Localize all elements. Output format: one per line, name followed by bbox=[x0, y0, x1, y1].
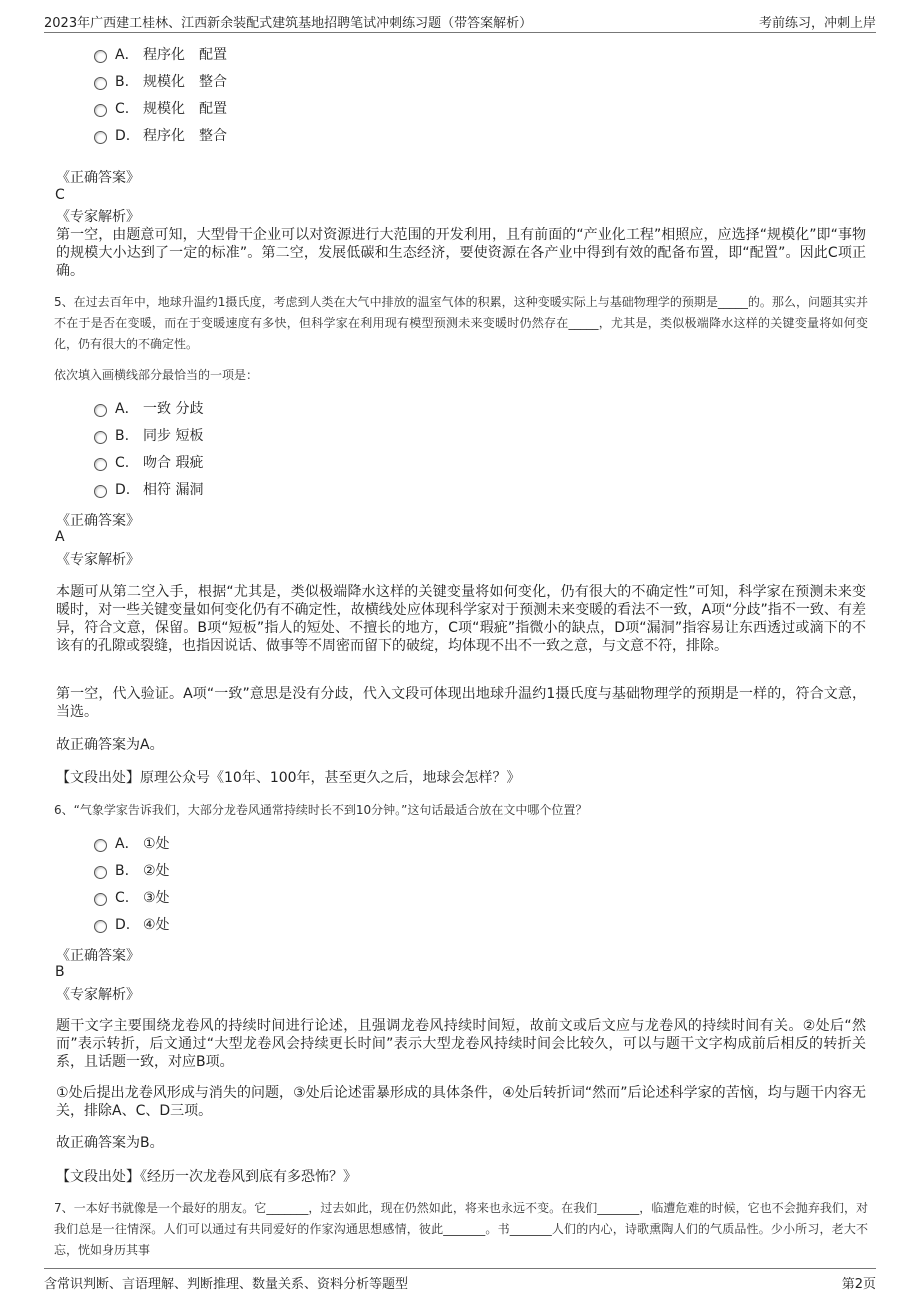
q4-analysis: 第一空，由题意可知，大型骨干企业可以对资源进行大范围的开发利用，且有前面的“产业化工程”相照应，应选择“规模化”即“事物的规模大小达到了一定的标准”。第二空，发展低碳和生态经济，要使资源在各产业中得到有效的配备布置，即“配置”。因此C项正确。 bbox=[56, 227, 866, 279]
radio-icon[interactable] bbox=[94, 50, 107, 63]
q6-analysis-label: 《专家解析》 bbox=[56, 987, 140, 1003]
radio-icon[interactable] bbox=[94, 404, 107, 417]
q5-prompt: 依次填入画横线部分最恰当的一项是： bbox=[54, 368, 259, 382]
q5-option-d[interactable]: D. 相符 漏洞 bbox=[94, 480, 203, 500]
radio-icon[interactable] bbox=[94, 920, 107, 933]
q5-analysis-2: 第一空，代入验证。A项“一致”意思是没有分歧，代入文段可体现出地球升温约1摄氏度与基础物理学的预期是一样的，符合文意，当选。 bbox=[56, 686, 866, 720]
q6-answer-label: 《正确答案》 bbox=[56, 948, 140, 964]
q5-conclusion: 故正确答案为A。 bbox=[56, 737, 164, 753]
q5-option-b[interactable]: B. 同步 短板 bbox=[94, 426, 203, 446]
page-header bbox=[44, 10, 876, 33]
q6-option-b[interactable]: B. ②处 bbox=[94, 861, 170, 881]
q5-stem: 5、在过去百年中，地球升温约1摄氏度，考虑到人类在大气中排放的温室气体的积累，这种变暖实际上与基础物理学的预期是_____的。那么，问题其实并不在于是否在变暖，而在于变暖速度有多快，但科学家在利用现有模型预测未来变暖时仍然存在_____，尤其是，类似极端降水这样的关键变量将如何变化，仍有很大的不确定性。 bbox=[54, 295, 868, 351]
radio-icon[interactable] bbox=[94, 458, 107, 471]
q5-source: 【文段出处】原理公众号《10年、100年，甚至更久之后，地球会怎样？》 bbox=[56, 770, 521, 786]
q6-option-d[interactable]: D. ④处 bbox=[94, 915, 170, 935]
q4-analysis-label: 《专家解析》 bbox=[56, 209, 140, 225]
q4-answer-label: 《正确答案》 bbox=[56, 170, 140, 186]
q5-option-c[interactable]: C. 吻合 瑕疵 bbox=[94, 453, 203, 473]
q4-answer: C bbox=[55, 187, 65, 203]
q5-option-a[interactable]: A． 一致 分歧 bbox=[94, 399, 203, 419]
radio-icon[interactable] bbox=[94, 431, 107, 444]
radio-icon[interactable] bbox=[94, 839, 107, 852]
radio-icon[interactable] bbox=[94, 104, 107, 117]
q6-answer: B bbox=[55, 964, 65, 980]
q6-stem: 6、“气象学家告诉我们，大部分龙卷风通常持续时长不到10分钟。”这句话最适合放在文中哪个位置？ bbox=[54, 803, 588, 817]
q6-conclusion: 故正确答案为B。 bbox=[56, 1135, 164, 1151]
q5-analysis-1: 本题可从第二空入手，根据“尤其是，类似极端降水这样的关键变量将如何变化，仍有很大的不确定性”可知，科学家在预测未来变暖时，对一些关键变量如何变化仍有不确定性，故横线处应体现科学家对于预测未来变暖的看法不一致，A项“分歧”指不一致、有差异，符合文意，保留。B项“短板”指人的短处、不擅长的地方，C项“瑕疵”指微小的缺点，D项“漏洞”指容易让东西透过或滴下的不该有的孔隙或裂缝，也指因说话、做事等不周密而留下的破绽，均体现不出不一致之意，与文意不符，排除。 bbox=[56, 584, 866, 654]
q4-option-c[interactable]: C. 规模化 配置 bbox=[94, 99, 227, 119]
page-number: 第2页 bbox=[841, 1277, 876, 1292]
radio-icon[interactable] bbox=[94, 893, 107, 906]
q4-option-a[interactable]: A． 程序化 配置 bbox=[94, 45, 227, 65]
q7-stem: 7、一本好书就像是一个最好的朋友。它_______，过去如此，现在仍然如此，将来也永远不变。在我们_______，临遭危难的时候，它也不会抛弃我们，对我们总是一往情深。人们可以通过有共同爱好的作家沟通思想感情，彼此_______。书_______人们的内心，诗歌熏陶人们的气质品性。少小所习，老大不忘，恍如身历其事 bbox=[54, 1201, 868, 1257]
header-slogan: 考前练习，冲刺上岸 bbox=[758, 16, 876, 31]
footer-topics: 含常识判断、言语理解、判断推理、数量关系、资料分析等题型 bbox=[44, 1277, 409, 1292]
radio-icon[interactable] bbox=[94, 77, 107, 90]
document-title: 2023年广西建工桂林、江西新余装配式建筑基地招聘笔试冲刺练习题（带答案解析） bbox=[44, 16, 533, 31]
q6-source: 【文段出处】《经历一次龙卷风到底有多恐怖？》 bbox=[56, 1169, 357, 1185]
radio-icon[interactable] bbox=[94, 485, 107, 498]
q4-option-d[interactable]: D. 程序化 整合 bbox=[94, 126, 227, 146]
q5-answer-label: 《正确答案》 bbox=[56, 513, 140, 529]
radio-icon[interactable] bbox=[94, 866, 107, 879]
page-footer bbox=[44, 1268, 876, 1293]
q6-analysis-1: 题干文字主要围绕龙卷风的持续时间进行论述，且强调龙卷风持续时间短，故前文或后文应与龙卷风的持续时间有关。②处后“然而”表示转折，后文通过“大型龙卷风会持续更长时间”表示大型龙卷风持续时间会比较久，可以与题干文字构成前后相反的转折关系，且话题一致，对应B项。 bbox=[56, 1018, 866, 1070]
q6-option-a[interactable]: A． ①处 bbox=[94, 834, 170, 854]
q4-option-b[interactable]: B. 规模化 整合 bbox=[94, 72, 227, 92]
q5-analysis-label: 《专家解析》 bbox=[56, 552, 140, 568]
q5-answer: A bbox=[55, 529, 65, 545]
radio-icon[interactable] bbox=[94, 131, 107, 144]
q6-analysis-2: ①处后提出龙卷风形成与消失的问题，③处后论述雷暴形成的具体条件，④处后转折词“然而”后论述科学家的苦恼，均与题干内容无关，排除A、C、D三项。 bbox=[56, 1085, 866, 1119]
q6-option-c[interactable]: C. ③处 bbox=[94, 888, 170, 908]
